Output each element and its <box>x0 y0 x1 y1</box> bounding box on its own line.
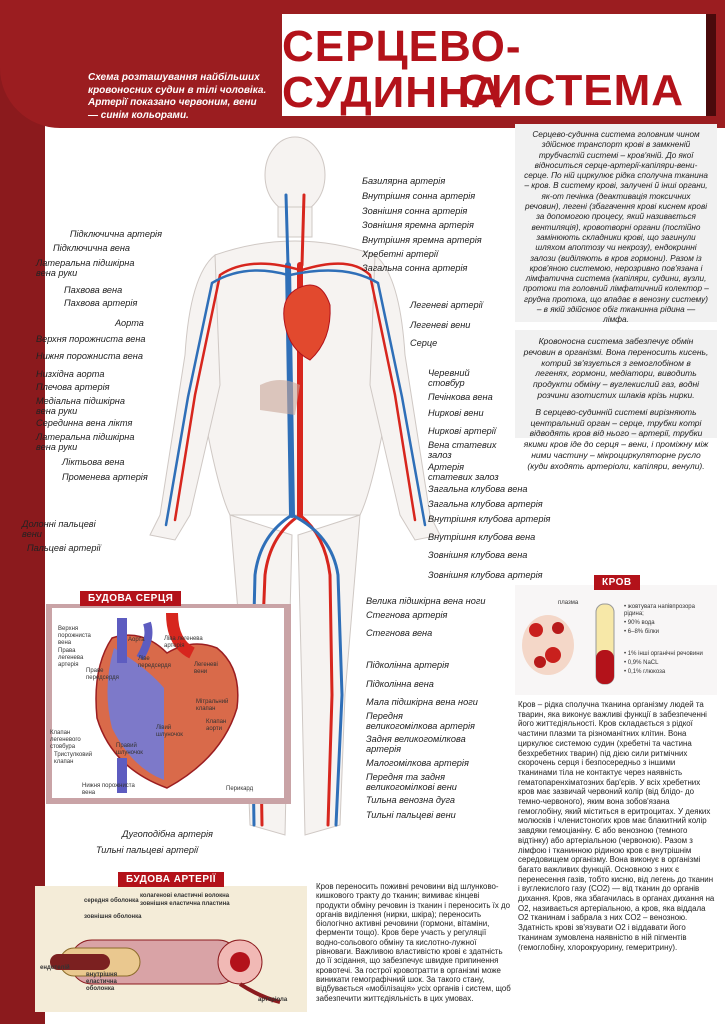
label-brachial-artery: Плечова артерія <box>36 382 110 392</box>
blood-section-heading: КРОВ <box>594 575 640 590</box>
artery-label-internal-elastic: внутрішня еластична оболонка <box>86 972 118 992</box>
label-common-carotid: Загальна сонна артерія <box>362 263 468 273</box>
label-dorsal-digital-veins: Тильні пальцеві вени <box>366 810 456 820</box>
blood-composition-4: • 1% інші органічні речовини <box>624 651 703 657</box>
label-external-iliac-vein: Зовнішня клубова вена <box>428 550 528 560</box>
function-text: Кровоносна система забезпечує обмін речовин в організмі. Вона переносить кисень, котрий зв'язується з гемоглобіном в легенях, гормони, медіатори, виводить продукти обміну – вуглекислий газ, водні розчини азотистих шлаків крізь нирки. <box>523 336 709 400</box>
label-internal-iliac-artery: Внутрішня клубова артерія <box>428 514 551 524</box>
label-descending-aorta: Низхідна аорта <box>36 369 105 379</box>
blood-composition-3: • 6–8% білки <box>624 629 660 635</box>
heart-label-right-ventricle: Правий шлуночок <box>116 743 143 756</box>
label-renal-arteries: Ниркові артерії <box>428 426 496 436</box>
blood-composition-2: • 90% вода <box>624 620 655 626</box>
blood-composition-1: • жовтувата напівпрозора рідина; <box>624 604 695 617</box>
label-common-iliac-artery: Загальна клубова артерія <box>428 499 543 509</box>
label-femoral-artery: Стегнова артерія <box>366 610 448 620</box>
label-celiac-trunk: Черевний стовбур <box>428 368 470 388</box>
label-axillary-artery: Пахвова артерія <box>64 298 138 308</box>
label-basilic-vein: Медіальна підшкірна вена руки <box>36 396 125 416</box>
artery-label-media: середня оболонка <box>84 898 139 904</box>
jugular-vein <box>286 195 288 265</box>
label-popliteal-artery: Підколінна артерія <box>366 660 450 670</box>
label-subclavian-artery: Підключична артерія <box>69 229 162 239</box>
artery-text: Кров переносить поживні речовини від шлунково-кишкового тракту до тканин; вимиває кінцеві продукти обміну речовин із тканин і переносить їх до органів виділення (нирки, шкіра); переносить біологічно активні речовини (гормони, вітаміни, ферменти тощо). Кров бере участь у регуляції водно-сольового обміну та кислотно-лужної рівноваги. Важливою властивістю крові є здатність до її зсідання, що забезпечує швидке припинення кровотечі. За гострої кровотратти в організмі може виникати гемографічний шок. За такого стану, відбувається «мобілізація» усіх органів і систем, щоб забезпечити життєдіяльність в цих умовах. <box>316 882 511 1003</box>
neck-outline <box>278 207 312 237</box>
liver-shape <box>260 380 300 415</box>
label-gonadal-vein: Вена статевих залоз <box>428 440 497 460</box>
heart-label-aorta: Аорта <box>128 637 145 643</box>
label-internal-jugular: Внутрішня яремна артерія <box>362 235 482 245</box>
heart-section-heading: БУДОВА СЕРЦЯ <box>80 591 181 606</box>
label-gonadal-artery: Артерія статевих залоз <box>428 462 499 482</box>
blood-composition-5: • 0,9% NaCL <box>624 660 659 666</box>
label-vertebral-arteries: Хребетні артерії <box>362 249 438 259</box>
blood-composition-6: • 0,1% глюкоза <box>624 669 666 675</box>
artery-structure-diagram <box>40 912 302 1008</box>
label-anterior-tibial-artery: Передня великогомілкова артерія <box>366 711 475 731</box>
torso-outline <box>208 241 382 515</box>
label-tibial-veins: Передня та задня великогомілкові вени <box>366 772 457 792</box>
heart-label-ivc: Нижня порожниста вена <box>82 783 135 796</box>
label-external-iliac-artery: Зовнішня клубова артерія <box>428 570 543 580</box>
label-ulnar-vein: Ліктьова вена <box>62 457 125 467</box>
heart-label-right-pulmonary-artery: Права легенева артерія <box>58 648 84 668</box>
label-renal-veins: Ниркові вени <box>428 408 484 418</box>
label-inferior-vena-cava: Нижня порожниста вена <box>36 351 143 361</box>
label-external-jugular: Зовнішня яремна артерія <box>362 220 474 230</box>
label-dorsal-venous-arch: Тильна венозна дуга <box>366 795 456 805</box>
label-internal-carotid: Внутрішня сонна артерія <box>362 191 476 201</box>
blood-text: Кров – рідка сполучна тканина організму людей та тварин, яка виконує важливі функції в забезпеченні його життєдіяльності. Кров складається з рідкої частини плазми та різноманітних клітин. Вона циркулює системою судин (хребетні та частина безхребетних тварин) під дією сили ритмічних скорочень серця і безпосередньо з іншими тканинами тіла не контактує через наявність гематопаренхіматозних бар'єрів. У всіх хребетних кров має зазвичай червоний колір (від блідо- до темно-червоного), яким вона зобов'язана гемоглобіну, який міститься в еритроцитах. У деяких молюсків і членистоногих кров має блакитний колір завдяки гемоціаніну. Є або венозною (темного відтінку) або артеріальною (червоною). Разом з лімфою і тканинною рідиною кров є внутрішнім середовищем організму. Вона виконує в організмі багато важливих функцій. Основною з них є перенесення газів, тобто кисню, від легень до тканин і вуглекислого газу (CO2) — від тканин до органів дихання. Кров, яка збагачилась в органах дихання на O2, називається артеріальною, а кров, яка віддала O2 тканинам і забрала з них CO2 – венозною. Здатність крові зв'язувати O2 і віддавати його тканинам зумовлена наявністю в ній пігментів (гемоглобіну, хлорокруорину, гемеритрину). <box>518 700 715 952</box>
intro-text-box: Серцево-судинна система головним чином здійснює транспорт крові в замкненій трубчастій системі – кров'яній. До якої відноситься серце-артерії-капіляри-вени-серце. По ній циркулює рідка сполучна тканина – кров. В систему крові, залучені й інші органи, як-от печінка (деактивація токсичних речовин), легені (збагачення крові киснем крові за допомогою процесу, який називається вентиляція), кровотворні органи (постійно замінюють складники крові, що загинули шляхом апоптозу чи некрозу), ендокринні залози (виділяють в кров гормони). Разом із кров'яною системою, нерозривно пов'язана і лімфатична система (капіляри, судини, вузли, протоки та головний лімфатичний колектор – грудна протока, що впадає в венозну систему) – в якій здійснює обіг тканинна рідина — лімфа. <box>515 124 717 322</box>
title-line-2: СИСТЕМА <box>458 66 684 115</box>
label-superior-vena-cava: Верхня порожниста вена <box>36 334 146 344</box>
label-small-saphenous-vein: Мала підшкірна вена ноги <box>366 697 478 707</box>
label-pulmonary-veins: Легеневі вени <box>410 320 471 330</box>
label-axillary-vein: Пахвова вена <box>64 285 123 295</box>
label-palmar-digital-veins: Долонні пальцеві вени <box>22 519 96 539</box>
page-subtitle: Схема розташування найбільших кровоносних судин в тілі чоловіка. Артерії показано червоним, вени — синім кольорами. <box>88 72 267 121</box>
label-fibular-artery: Малогомілкова артерія <box>366 758 469 768</box>
label-common-iliac-vein: Загальна клубова вена <box>428 484 528 494</box>
plasma-label: плазма <box>558 600 579 606</box>
label-digital-arteries: Пальцеві артерії <box>27 543 101 553</box>
heart-label-mitral-valve: Мітральний клапан <box>196 699 229 712</box>
structure-text: В серцево-судинній системі вирізняють центральний орган – серце, трубки котрі відводять кров від нього – артерії, трубки якими кров іде до серця – вени, і проміжну між ними частину – мікроциркуляторне русло (куди входять артеріоли, капіляри, венули). <box>523 406 709 471</box>
label-great-saphenous-vein: Велика підшкірна вена ноги <box>366 596 486 606</box>
heart-label-svc: Верхня порожниста вена <box>58 626 91 646</box>
heart-label-aortic-valve: Клапан аорти <box>206 719 227 732</box>
title-accent-bar <box>706 14 716 116</box>
function-structure-box <box>515 330 717 471</box>
label-posterior-tibial-artery: Задня великогомілкова артерія <box>366 734 466 754</box>
heart-label-left-ventricle: Лівий шлуночок <box>156 725 183 738</box>
label-aorta: Аорта <box>115 318 144 328</box>
label-heart: Серце <box>410 338 438 348</box>
label-internal-iliac-vein: Внутрішня клубова вена <box>428 532 536 542</box>
label-cephalic-vein-2: Латеральна підшкірна вена руки <box>36 432 135 452</box>
label-external-carotid: Зовнішня сонна артерія <box>362 206 468 216</box>
head-outline <box>265 137 325 213</box>
label-arcuate-artery: Дугоподібна артерія <box>122 829 213 839</box>
label-median-cubital-vein: Серединна вена ліктя <box>36 418 133 428</box>
title-box <box>282 14 706 116</box>
label-pulmonary-arteries: Легеневі артерії <box>410 300 483 310</box>
label-hepatic-vein: Печінкова вена <box>428 392 493 402</box>
label-basilar-artery: Базилярна артерія <box>362 176 446 186</box>
label-popliteal-vein: Підколінна вена <box>366 679 434 689</box>
artery-label-externa: зовнішня оболонка <box>84 914 142 920</box>
artery-label-external-elastic: зовнішня еластична пластина <box>140 901 230 907</box>
heart-label-right-atrium: Праве передсердя <box>86 668 119 681</box>
label-cephalic-vein: Латеральна підшкірна вена руки <box>36 258 135 278</box>
artery-label-arteriole: артеріола <box>258 997 288 1003</box>
artery-label-collagen: колагенові еластичні волокна <box>140 893 230 899</box>
heart-label-tricuspid-valve: Тристулковий клапан <box>54 752 93 765</box>
label-radial-artery: Променева артерія <box>62 472 148 482</box>
heart-label-pulmonary-valve: Клапан легеневого стовбура <box>50 730 81 750</box>
heart-label-left-atrium: Ліве передсердя <box>138 656 171 669</box>
left-decorative-band <box>0 0 45 1024</box>
label-dorsal-digital-arteries: Тильні пальцеві артерії <box>96 845 199 855</box>
label-femoral-vein: Стегнова вена <box>366 628 433 638</box>
label-subclavian-vein: Підключична вена <box>53 243 130 253</box>
heart-label-pulmonary-veins: Легеневі вени <box>194 662 218 675</box>
artery-label-endothelium: ендотелій <box>40 965 70 971</box>
artery-section-heading: БУДОВА АРТЕРІЇ <box>118 872 224 887</box>
heart-label-left-pulmonary-artery: Ліва легенева артерія <box>164 636 203 649</box>
carotid-artery <box>302 195 304 265</box>
blood-cells-illustration <box>518 600 628 690</box>
heart-label-pericardium: Перикард <box>226 786 254 792</box>
title-line-1: СЕРЦЕВО-СУДИННА <box>282 22 522 117</box>
